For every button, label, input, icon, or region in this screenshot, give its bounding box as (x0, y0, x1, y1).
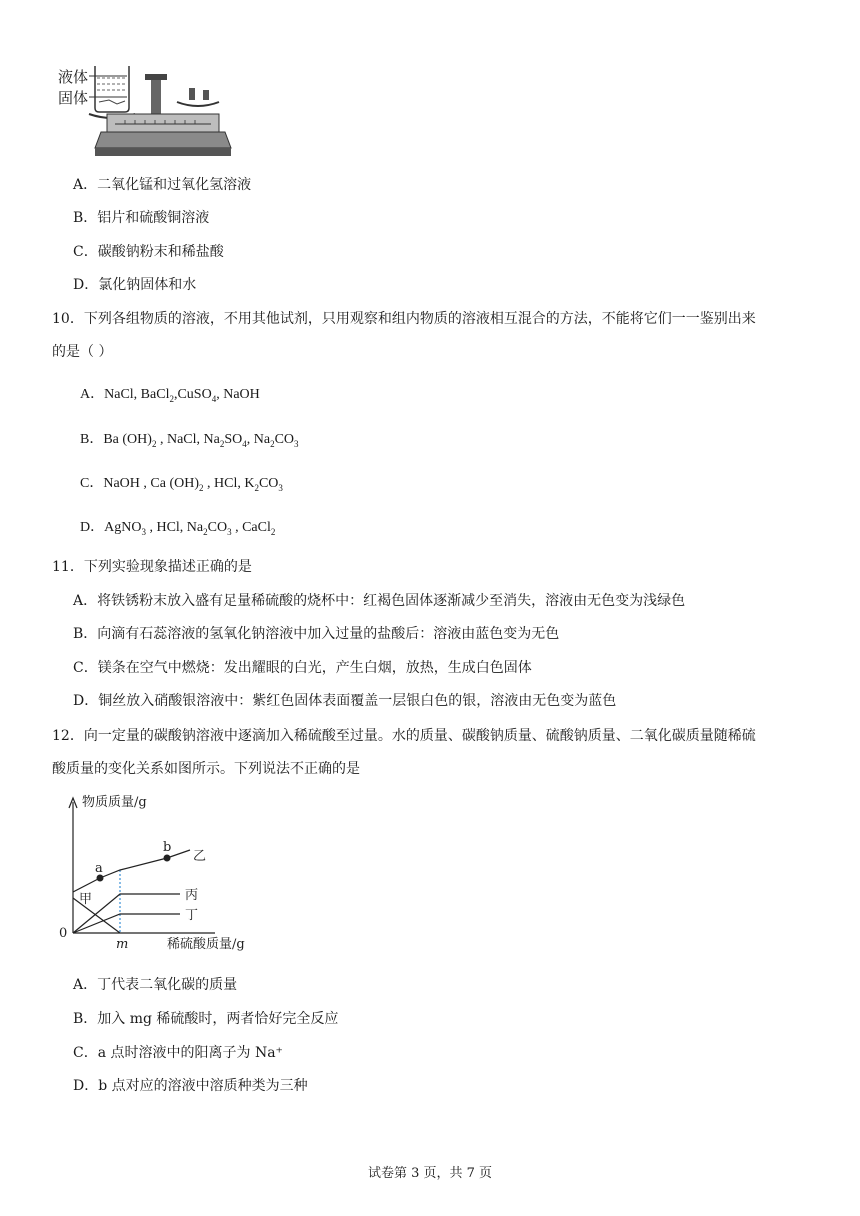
q12-option-d: D．b 点对应的溶液中溶质种类为三种 (73, 1078, 308, 1094)
q10-option-b: B．Ba $(OH)_2$ , NaCl, $Na_2SO_4$, $Na_2CO_3$ (80, 432, 299, 449)
m-label: m (116, 937, 129, 952)
q9-option-c: C．碳酸钠粉末和稀盐酸 (73, 244, 224, 260)
q12-stem-line1: 12．向一定量的碳酸钠溶液中逐滴加入稀硫酸至过量。水的质量、碳酸钠质量、硫酸钠质量、二氧化碳质量随稀硫 (52, 728, 756, 744)
page-footer: 试卷第 3 页，共 7 页 (367, 1166, 493, 1181)
liquid-label: 液体 (58, 68, 89, 86)
y-axis-label: 物质质量/g (82, 795, 147, 810)
q10-option-d: D．AgNO$_3$ , HCl, $Na_2CO_3$ , CaCl$_2$ (80, 520, 276, 537)
point-b (164, 855, 171, 862)
q10-stem-line2: 的是（ ） (52, 344, 113, 360)
q10-stem-line1: 10．下列各组物质的溶液，不用其他试剂，只用观察和组内物质的溶液相互混合的方法，不能将它们一一鉴别出来 (52, 311, 756, 327)
q11-stem: 11．下列实验现象描述正确的是 (52, 559, 252, 575)
q9-option-b: B．铝片和硫酸铜溶液 (73, 210, 210, 226)
q10-option-a: A．NaCl, BaCl$_2$,CuSO$_4$, NaOH (80, 387, 260, 404)
curve-ding-label: 丁 (185, 908, 199, 923)
q12-option-c: C．a 点时溶液中的阳离子为 Na⁺ (73, 1045, 283, 1061)
x-axis-label: 稀硫酸质量/g (167, 937, 245, 952)
solid-label: 固体 (58, 89, 89, 107)
q11-option-b: B．向滴有石蕊溶液的氢氧化钠溶液中加入过量的盐酸后：溶液由蓝色变为无色 (73, 626, 560, 642)
balance-illustration (55, 62, 235, 162)
q12-option-a: A．丁代表二氧化碳的质量 (73, 977, 238, 993)
point-a-label: a (95, 861, 103, 876)
q9-option-d: D．氯化钠固体和水 (73, 277, 197, 293)
q12-stem-line2: 酸质量的变化关系如图所示。下列说法不正确的是 (52, 761, 360, 777)
curve-yi-label: 乙 (193, 849, 207, 864)
q9-option-a: A．二氧化锰和过氧化氢溶液 (73, 177, 252, 193)
q12-graph (55, 790, 275, 960)
curve-jia-label: 甲 (79, 892, 93, 907)
q11-option-c: C．镁条在空气中燃烧：发出耀眼的白光，产生白烟，放热，生成白色固体 (73, 660, 532, 676)
curve-bing-label: 丙 (185, 888, 199, 903)
curve-ding (73, 914, 180, 933)
origin-label: 0 (59, 926, 68, 941)
point-b-label: b (163, 840, 172, 855)
q12-option-b: B．加入 mg 稀硫酸时，两者恰好完全反应 (73, 1011, 339, 1027)
q10-option-c: C．NaOH , Ca $(OH)_2$ , HCl, $K_2CO_3$ (80, 476, 283, 493)
q11-option-d: D．铜丝放入硝酸银溶液中：紫红色固体表面覆盖一层银白色的银，溶液由无色变为蓝色 (73, 693, 617, 709)
q11-option-a: A．将铁锈粉末放入盛有足量稀硫酸的烧杯中：红褐色固体逐渐减少至消失，溶液由无色变为浅绿色 (73, 593, 686, 609)
curve-yi (73, 850, 190, 892)
